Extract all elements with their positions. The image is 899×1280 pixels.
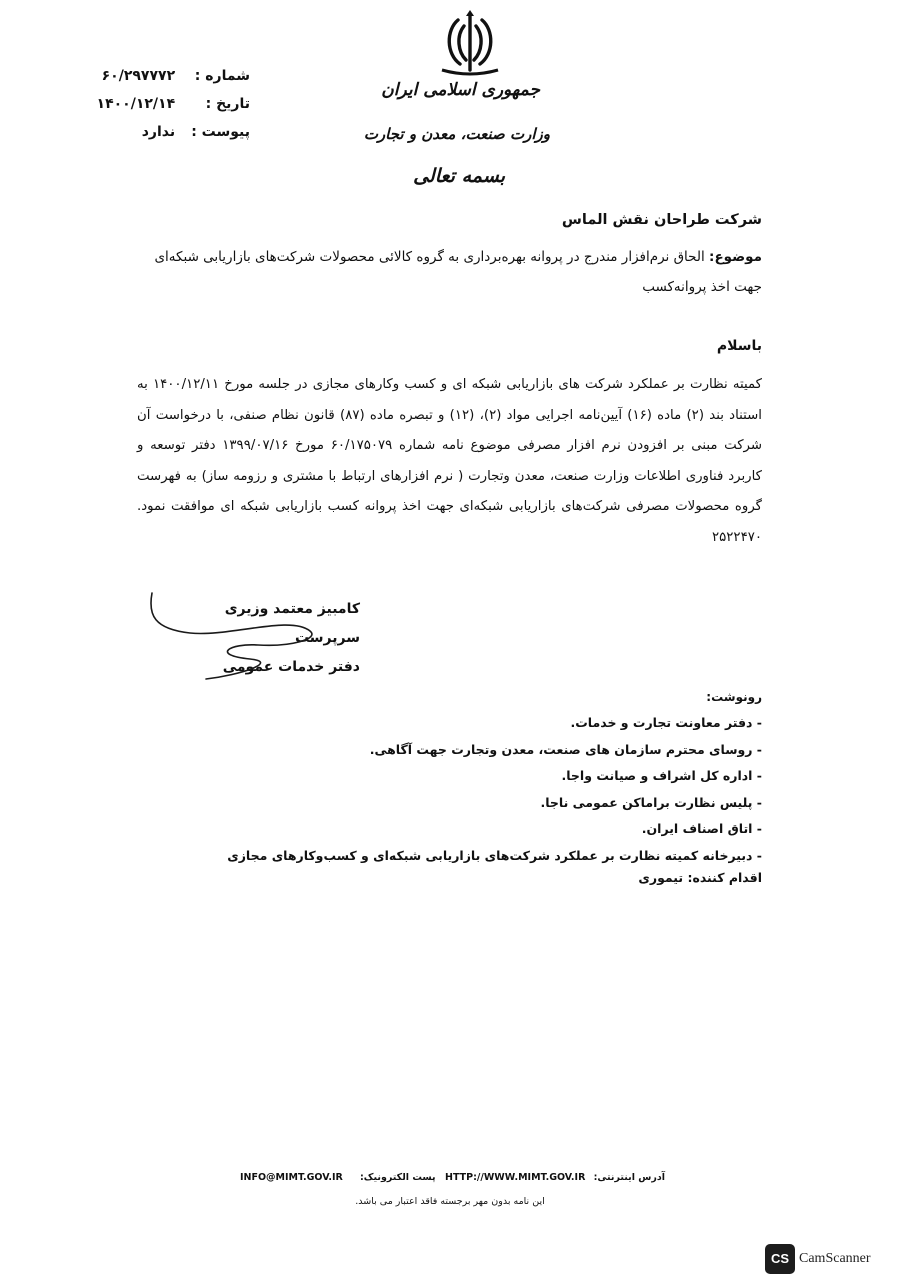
cc-item: - پلیس نظارت براماکن عمومی ناجا. [540, 794, 762, 810]
subject-label: موضوع: [709, 249, 762, 265]
meta-attachment-label: پیوست : [191, 124, 250, 140]
footer-website-label: آدرس اینترنتی: [593, 1172, 665, 1183]
cc-item: - اتاق اصناف ایران. [641, 821, 762, 836]
signatory-title: سرپرست [294, 630, 360, 646]
signatory-office: دفتر خدمات عمومی [222, 659, 360, 675]
footer-email[interactable]: INFO@MIMT.GOV.IR [240, 1172, 343, 1183]
cc-item: - دبیرخانه کمیته نظارت بر عملکرد شرکت‌های بازاریابی شبکه‌ای و کسب‌وکارهای مجازی [227, 847, 762, 863]
subject [132, 242, 762, 302]
meta-date [90, 90, 250, 118]
letter-meta [90, 62, 250, 146]
cc-list [202, 710, 762, 869]
cc-item: - اداره کل اشراف و صیانت واجا. [561, 768, 762, 783]
meta-date-value: ۱۴۰۰/۱۲/۱۴ [96, 96, 176, 112]
handwritten-signature-icon [140, 585, 340, 685]
footer-website[interactable]: HTTP://WWW.MIMT.GOV.IR [445, 1172, 586, 1183]
letter-body: کمیته نظارت بر عملکرد شرکت های بازاریابی شبکه ای و کسب وکارهای مجازی در جلسه مورخ ۱۴۰۰/۱۲/۱۱ به استناد بند (۲) ماده (۱۶) آیین‌نامه اجرایی مواد (۲)، (۱۲) و تبصره ماده (۸۷) قانون نظام صنفی، با درخواست آن شرکت مبنی بر افزودن نرم افزار مصرفی موضوع نامه شماره ۶۰/۱۷۵۰۷۹ مورخ ۱۳۹۹/۰۷/۱۶ دفتر توسعه و کاربرد فناوری اطلاعات وزارت صنعت، معدن وتجارت ( نرم افزارهای ارتباط با مشتری و رزومه ساز) به فهرست گروه محصولات مصرفی شرکت‌های بازاریابی شبکه‌ای جهت اخذ پروانه کسب بازاریابی شبکه ای موافقت نمود. ۲۵۲۲۴۷۰ [137, 377, 763, 545]
signatory-name: کامبیز معتمد وزیری [224, 601, 360, 617]
meta-attachment [90, 118, 250, 146]
cc-title: رونوشت: [706, 690, 762, 704]
meta-date-label: تاریخ : [205, 96, 250, 112]
footer-contacts [240, 1172, 665, 1192]
meta-number-label: شماره : [194, 68, 250, 84]
cc-item: - دفتر معاونت تجارت و خدمات. [570, 715, 762, 730]
handler: اقدام کننده: تیموری [638, 870, 762, 885]
cc-item: - روسای محترم سازمان های صنعت، معدن وتجارت جهت آگاهی. [369, 741, 762, 757]
iran-emblem-icon [436, 8, 504, 78]
recipient: شرکت طراحان نقش الماس [561, 212, 762, 228]
meta-attachment-value: ندارد [141, 124, 176, 140]
header-ministry: وزارت صنعت، معدن و تجارت [363, 125, 550, 143]
header-invocation: بسمه تعالی [413, 165, 505, 187]
meta-number [90, 62, 250, 90]
header-country: جمهوری اسلامی ایران [381, 80, 540, 100]
camscanner-logo-icon: CS [765, 1244, 795, 1274]
footer-email-label: پست الکترونیک: [360, 1172, 436, 1183]
camscanner-label: CamScanner [799, 1251, 871, 1266]
meta-number-value: ۶۰/۲۹۷۷۷۲ [101, 68, 176, 84]
footer-note: این نامه بدون مهر برجسته فاقد اعتبار می باشد. [355, 1196, 545, 1207]
subject-text: الحاق نرم‌افزار مندرج در پروانه بهره‌برداری به گروه کالائی محصولات شرکت‌های بازاریابی شبکه‌ای جهت اخذ پروانه‌کسب [154, 249, 762, 295]
greeting: باسلام [716, 338, 762, 354]
